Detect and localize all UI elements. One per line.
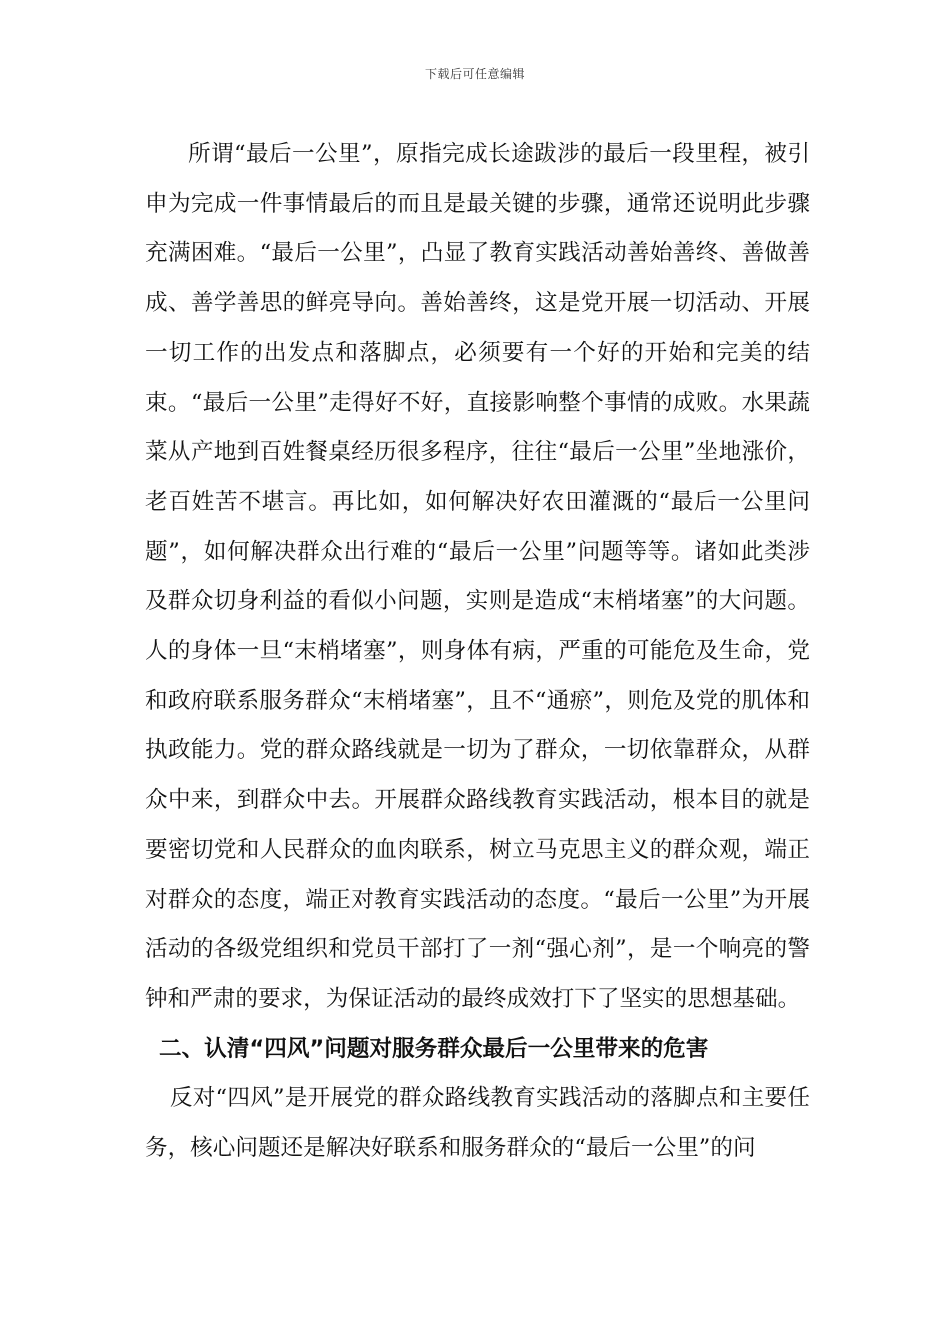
document-body bbox=[145, 130, 810, 1174]
section-heading-four-winds: 二、认清“四风”问题对服务群众最后一公里带来的危害 bbox=[159, 1035, 709, 1062]
page-header: 下载后可任意编辑 bbox=[424, 67, 525, 81]
paragraph-oppose-four-winds: 反对“四风”是开展党的群众路线教育实践活动的落脚点和主要任务，核心问题还是解决好联系和服务群众的“最后一公里”的问 bbox=[145, 1085, 810, 1162]
paragraph-last-mile-meaning: 所谓“最后一公里”，原指完成长途跋涉的最后一段里程，被引申为完成一件事情最后的而且是最关键的步骤，通常还说明此步骤充满困难。“最后一公里”，凸显了教育实践活动善始善终、善做善成、善学善思的鲜亮导向。善始善终，这是党开展一切活动、开展一切工作的出发点和落脚点，必须要有一个好的开始和完美的结束。“最后一公里”走得好不好，直接影响整个事情的成败。水果蔬菜从产地到百姓餐桌经历很多程序，往往“最后一公里”坐地涨价，老百姓苦不堪言。再比如，如何解决好农田灌溉的“最后一公里问题”，如何解决群众出行难的“最后一公里”问题等等。诸如此类涉及群众切身利益的看似小问题，实则是造成“末梢堵塞”的大问题。人的身体一旦“末梢堵塞”，则身体有病，严重的可能危及生命，党和政府联系服务群众“末梢堵塞”，且不“通瘀”，则危及党的肌体和执政能力。党的群众路线就是一切为了群众，一切依靠群众，从群众中来，到群众中去。开展群众路线教育实践活动，根本目的就是要密切党和人民群众的血肉联系，树立马克思主义的群众观，端正对群众的态度，端正对教育实践活动的态度。“最后一公里”为开展活动的各级党组织和党员干部打了一剂“强心剂”，是一个响亮的警钟和严肃的要求，为保证活动的最终成效打下了坚实的思想基础。 bbox=[145, 141, 810, 1012]
